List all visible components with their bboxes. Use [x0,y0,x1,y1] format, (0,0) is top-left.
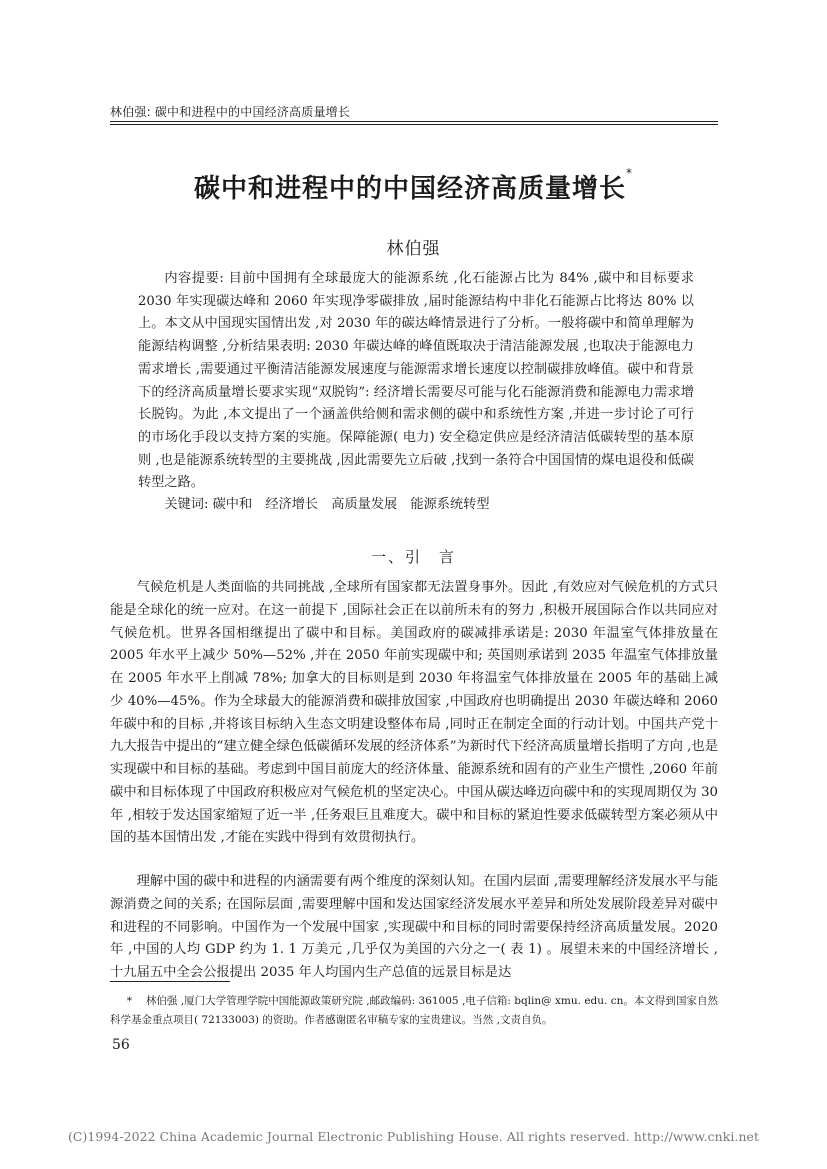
keywords: 关键词: 碳中和 经济增长 高质量发展 能源系统转型 [164,497,490,512]
section-heading: 一、引 言 [370,548,456,566]
abstract: 内容提要: 目前中国拥有全球最庞大的能源系统 ,化石能源占比为 84% ,碳中和目标要求 2030 年实现碳达峰和 2060 年实现净零碳排放 ,届时能源结构中非化石能源占比将达 80% 以上。本文从中国现实国情出发 ,对 2030 年的碳达峰情景进行了分析。一般将碳中和简单理解为能源结构调整 ,分析结果表明: 2030 年碳达峰的峰值既取决于清洁能源发展 ,也取决于能源电力需求增长 ,需要通过平衡清洁能源发展速度与能源需求增长速度以控制碳排放峰值。碳中和背景下的经济高质量增长要求实现“双脱钩”: 经济增长需要尽可能与化石能源消费和能源电力需求增长脱钩。为此 ,本文提出了一个涵盖供给侧和需求侧的碳中和系统性方案 ,并进一步讨论了可行的市场化手段以支持方案的实施。保障能源( 电力) 安全稳定供应是经济清洁低碳转型的基本原则 ,也是能源系统转型的主要挑战 ,因此需要先立后破 ,找到一条符合中国国情的煤电退役和低碳转型之路。 [138,271,694,491]
article-title [0,168,827,205]
header-rule-bottom [110,124,718,125]
author-name: 林伯强 [386,239,441,259]
running-head: 林伯强: 碳中和进程中的中国经济高质量增长 [110,105,351,119]
footnote: * 林伯强 ,厦门大学管理学院中国能源政策研究院 ,邮政编码: 361005 ,电子信箱: bqlin@ xmu. edu. cn。本文得到国家自然科学基金重点项目( 72133003) 的资助。作者感谢匿名审稿专家的宝贵建议。当然 ,文责自负。 [110,995,718,1026]
body-paragraph-2: 理解中国的碳中和进程的内涵需要有两个维度的深刻认知。在国内层面 ,需要理解经济发展水平与能源消费之间的关系; 在国际层面 ,需要理解中国和发达国家经济发展水平差异和所处发展阶段差异对碳中和进程的不同影响。中国作为一个发展中国家 ,实现碳中和目标的同时需要保持经济高质量发展。2020 年 ,中国的人均 GDP 约为 1. 1 万美元 ,几乎仅为美国的六分之一( 表 1) 。展望未来的中国经济增长 ,十九届五中全会公报提出 2035 年人均国内生产总值的远景目标是达 [110,874,718,980]
page-number: 56 [112,1037,130,1053]
copyright-notice: (C)1994-2022 China Academic Journal Electronic Publishing House. All rights reserved. http://www.cnki.net [67,1129,760,1144]
footnote-rule [110,981,230,982]
header-rule-top [110,121,718,122]
body-paragraph-1: 气候危机是人类面临的共同挑战 ,全球所有国家都无法置身事外。因此 ,有效应对气候危机的方式只能是全球化的统一应对。在这一前提下 ,国际社会正在以前所未有的努力 ,积极开展国际合作以共同应对气候危机。世界各国相继提出了碳中和目标。美国政府的碳减排承诺是: 2030 年温室气体排放量在 2005 年水平上减少 50%—52% ,并在 2050 年前实现碳中和; 英国则承诺到 2035 年温室气体排放量在 2005 年水平上削减 78%; 加拿大的目标则是到 2030 年将温室气体排放量在 2005 年的基础上减少 40%—45%。作为全球最大的能源消费和碳排放国家 ,中国政府也明确提出 2030 年碳达峰和 2060 年碳中和的目标 ,并将该目标纳入生态文明建设整体布局 ,同时正在制定全面的行动计划。中国共产党十九大报告中提出的“建立健全绿色低碳循环发展的经济体系”为新时代下经济高质量增长指明了方向 ,也是实现碳中和目标的基础。考虑到中国目前庞大的经济体量、能源系统和固有的产业生产惯性 ,2060 年前碳中和目标体现了中国政府积极应对气候危机的坚定决心。中国从碳达峰迈向碳中和的实现周期仅为 30 年 ,相较于发达国家缩短了近一半 ,任务艰巨且难度大。碳中和目标的紧迫性要求低碳转型方案必须从中国的基本国情出发 ,才能在实践中得到有效贯彻执行。 [110,580,718,846]
title-footnote-mark: * [626,166,633,180]
title-text: 碳中和进程中的中国经济高质量增长 [193,174,626,204]
